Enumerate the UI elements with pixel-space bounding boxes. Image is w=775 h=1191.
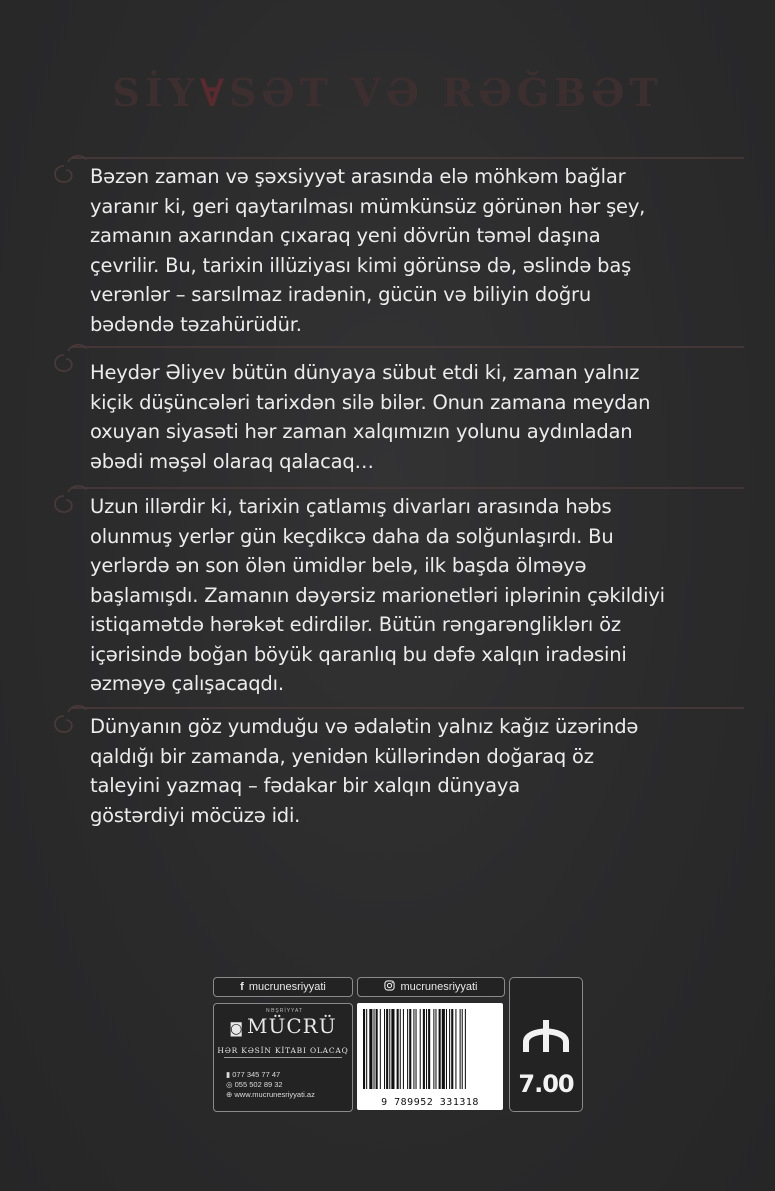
text-line: zamanın axarından çıxaraq yeni dövrün təməl daşına [90,224,601,247]
text-line: başlamışdı. Zamanın dəyərsiz marionetləri iplərinin çəkildiyi [90,583,665,607]
instagram-handle[interactable] [357,977,505,997]
text-line: Bəzən zaman və şəxsiyyət arasında elə möhkəm bağlar [90,165,626,188]
text-line: kiçik düşüncələri tarixdən silə bilər. Onun zamana meydan [90,390,651,414]
publisher-small-label: NƏŞRİYYAT [266,1008,304,1014]
manat-icon [520,1016,572,1056]
instagram-icon [384,980,395,994]
camera-icon: ◙ [229,1021,245,1037]
ornament-divider [50,337,740,359]
publisher-divider [224,1057,342,1058]
isbn-barcode [357,1003,503,1110]
phone-number-1[interactable]: 077 345 77 47 [232,1070,281,1079]
publisher-logo [214,1014,352,1038]
text-line: bədəndə təzahürüdür. [90,312,302,336]
blurb-paragraph-2 [90,358,730,476]
text-line: yaranır ki, geri qaytarılması mümkünsüz görünən hər şey, [90,194,646,218]
facebook-handle[interactable] [213,977,353,997]
text-line: əzməyə çalışacaqdı. [90,672,284,695]
text-line: Heydər Əliyev bütün dünyaya sübut etdi ki, zaman yalnız [90,361,640,384]
text-line: istiqamətdə hərəkət edirdilər. Bütün rəngarəngliklərı öz [90,613,621,636]
blurb-paragraph-3 [90,492,730,699]
text-line: çevrilir. Bu, tarixin illüziyası kimi görünsə də, əslində baş [90,253,632,277]
publisher-tagline: HƏR KƏSİN KİTABI OLACAQ [217,1046,349,1055]
blurb-paragraph-1 [90,162,730,339]
text-line: içərisində boğan böyük qaranlıq bu dəfə xalqın iradəsini [90,642,627,666]
globe-icon: ⊕ [226,1090,233,1099]
phone-number-2[interactable]: 055 502 89 32 [234,1080,283,1089]
publisher-name: MÜCRÜ [247,1014,337,1038]
website-link[interactable]: www.mucrunesriyyati.az [234,1090,315,1099]
title-part-1: SİY [112,70,200,115]
price-value: 7.00 [518,1070,574,1098]
text-line: qaldığı bir zamanda, yenidən küllərindən doğaraq öz [90,744,594,768]
barcode-bars [357,1003,503,1095]
text-line: verənlər – sarsılmaz iradənin, gücün və biliyin doğru [90,283,591,306]
whatsapp-icon: ◎ [226,1080,233,1089]
text-line: yerlərdə ən son ölən ümidlər belə, ilk başda ölməyə [90,554,587,577]
title-accent-letter: ∀ [199,70,230,115]
publisher-contacts [226,1070,346,1100]
text-line: oxuyan siyasəti hər zaman xalqımızın yolunu aydınladan [90,420,633,443]
blurb-paragraph-4 [90,712,730,830]
price-box [509,977,583,1112]
instagram-handle-text: mucrunesriyyati [400,981,478,993]
text-line: Uzun illərdir ki, tarixin çatlamış divarları arasında həbs [90,495,612,518]
book-title [0,70,775,115]
publisher-info [213,1003,353,1112]
title-part-2: SƏT VƏ RƏĞBƏT [229,70,663,115]
text-line: göstərdiyi möcüzə idi. [90,803,301,827]
text-line: taleyini yazmaq – fədakar bir xalqın dünyaya [90,774,520,797]
isbn-number: 9 789952 331318 [381,1097,479,1108]
facebook-icon: f [240,981,244,993]
text-line: olunmuş yerlər gün keçdikcə daha da solğunlaşırdı. Bu [90,524,614,548]
text-line: Dünyanın göz yumduğu və ədalətin yalnız kağız üzərində [90,715,639,738]
text-line: əbədi məşəl olaraq qalacaq… [90,449,374,473]
facebook-handle-text: mucrunesriyyati [248,981,326,993]
mobile-icon: ▮ [226,1070,231,1079]
